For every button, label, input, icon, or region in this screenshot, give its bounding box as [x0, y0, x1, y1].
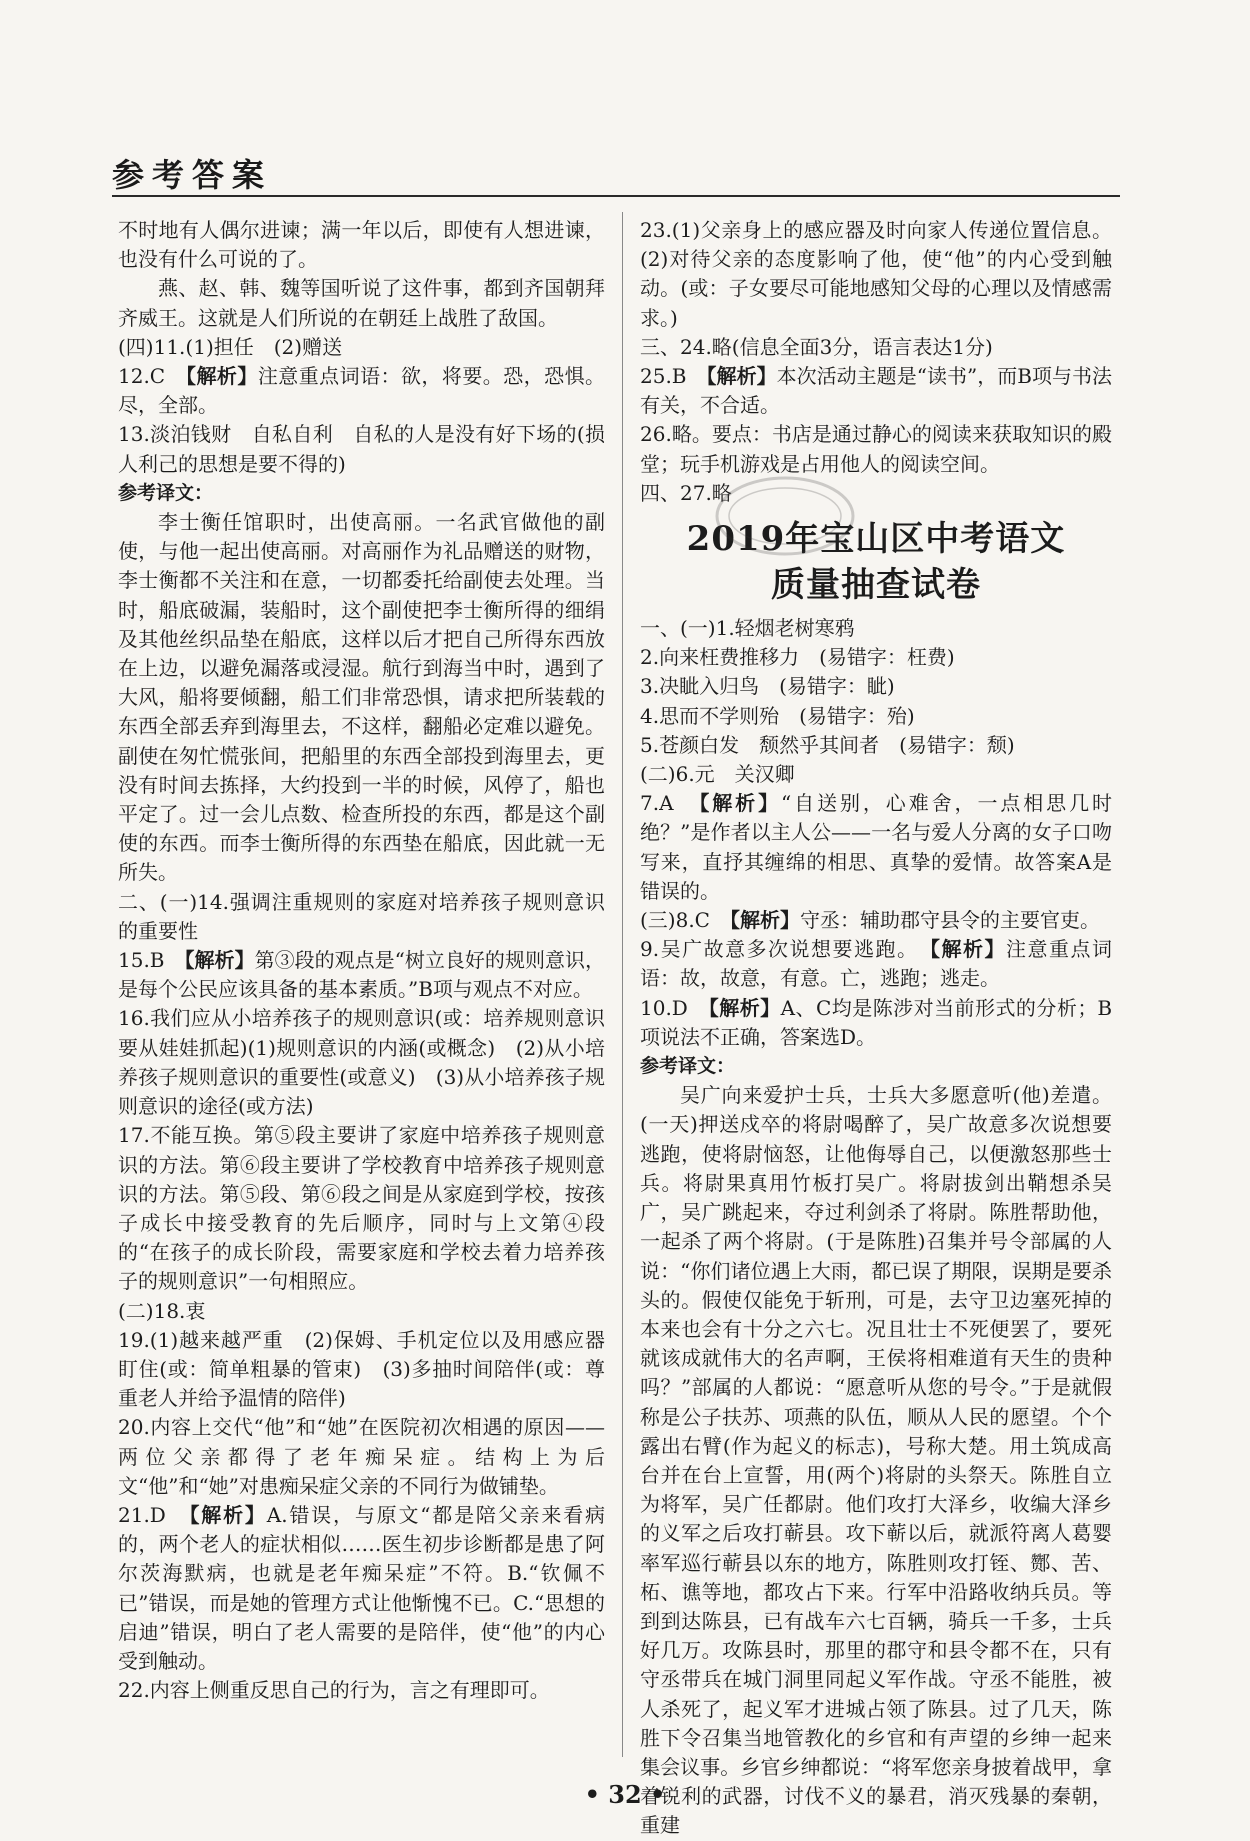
answer-item: 19.(1)越来越严重 (2)保姆、手机定位以及用感应器盯住(或：简单粗暴的管束) (3)多抽时间陪伴(或：尊重老人并给予温情的陪伴): [118, 1327, 605, 1411]
analysis-tag: 【解析】: [730, 908, 800, 933]
answer-body: A.错误，与原文“都是陪父亲来看病的，两个老人的症状相似……医生初步诊断都是患了阿尔茨海默病，也就是老年痴呆症”不符。B.“钦佩不已”错误，而是她的管理方式让他惭愧不已。C.“思想的启迪”错误，明白了老人需要的是陪伴，使“他”的内心受到触动。: [118, 1502, 606, 1673]
answer-item: (二)18.衷: [118, 1298, 206, 1323]
header-rule: [112, 195, 1120, 197]
answer-body: 第③段的观点是“树立良好的规则意识，是每个公民应该具备的基本素质。”B项与观点不对应。: [118, 948, 605, 1002]
answer-number: 21.D: [118, 1502, 190, 1527]
answer-body: 本次活动主题是“读书”，而B项与书法有关，不合适。: [640, 364, 1112, 418]
answer-item: [640, 994, 1112, 1052]
answer-item: 16.我们应从小培养孩子的规则意识(或：培养规则意识要从娃娃抓起)(1)规则意识的内涵(或概念) (2)从小培养孩子规则意识的重要性(或意义) (3)从小培养孩子规则意识的途径(或方法): [118, 1006, 605, 1119]
answer-item: [640, 789, 1112, 906]
analysis-tag: 【解析】: [184, 948, 255, 973]
answer-item: 5.苍颜白发 颓然乎其间者 (易错字：颓): [640, 732, 1015, 757]
answer-item: [118, 362, 605, 420]
left-column: [118, 216, 605, 1705]
answer-item: [118, 1501, 605, 1676]
answer-body: 注意重点词语：故，故意，有意。亡，逃跑；逃走。: [640, 937, 1112, 991]
answer-item: 二、(一)14.强调注重规则的家庭对培养孩子规则意识的重要性: [118, 889, 605, 943]
exam-title-line-1: 2019年宝山区中考语文: [686, 519, 1066, 560]
reference-translation-label: 参考译文：: [640, 1055, 736, 1078]
answer-item: 4.思而不学则殆 (易错字：殆): [640, 703, 915, 728]
answer-item: 20.内容上交代“他”和“她”在医院初次相遇的原因——两位父亲都得了老年痴呆症。结构上为后文“他”和“她”对患痴呆症父亲的不同行为做铺垫。: [118, 1415, 605, 1498]
analysis-tag: 【解析】: [189, 1502, 267, 1527]
reference-translation-label: 参考译文：: [118, 481, 214, 504]
exam-title-line-2: 质量抽查试卷: [771, 565, 981, 606]
answer-item: [640, 935, 1112, 993]
answer-item: 一、(一)1.轻烟老树寒鸦: [640, 616, 855, 641]
translation-text: 吴广向来爱护士兵，士兵大多愿意听(他)差遣。(一天)押送戍卒的将尉喝醉了，吴广故意多次说想要逃跑，使将尉恼怒，让他侮辱自己，以便激怒那些士兵。将尉果真用竹板打吴广。将尉拔剑出鞘想杀吴广，吴广跳起来，夺过利剑杀了将尉。陈胜帮助他，一起杀了两个将尉。(于是陈胜)召集并号令部属的人说：“你们诸位遇上大雨，都已误了期限，误期是要杀头的。假使仅能免于斩刑，可是，去守卫边塞死掉的本来也会有十分之六七。况且壮士不死便罢了，要死就该成就伟大的名声啊，王侯将相难道有天生的贵种吗？”部属的人都说：“愿意听从您的号令。”于是就假称是公子扶苏、项燕的队伍，顺从人民的愿望。个个露出右臂(作为起义的标志)，号称大楚。用土筑成高台并在台上宣誓，用(两个)将尉的头祭天。陈胜自立为将军，吴广任都尉。他们攻打大泽乡，收编大泽乡的义军之后攻打蕲县。攻下蕲以后，就派符离人葛婴率军巡行蕲县以东的地方，陈胜则攻打铚、酂、苦、柘、谯等地，都攻占下来。行军中沿路收纳兵员。等到到达陈县，已有战车六七百辆，骑兵一千多，士兵好几万。攻陈县时，那里的郡守和县令都不在，只有守丞带兵在城门洞里同起义军作战。守丞不能胜，被人杀死了，起义军才进城占领了陈县。过了几天，陈胜下令召集当地管教化的乡官和有声望的乡绅一起来集会议事。乡官乡绅都说：“将军您亲身披着战甲，拿着锐利的武器，讨伐不义的暴君，消灭残暴的秦朝，重建: [640, 1083, 1112, 1838]
analysis-tag: 【解析】: [708, 995, 781, 1020]
answer-body: 注意重点词语：欲，将要。恐，恐惧。尽，全部。: [118, 364, 606, 418]
answer-number: 9.吴广故意多次说想要逃跑。: [640, 937, 931, 962]
right-column: [640, 216, 1112, 1841]
answer-item: (二)6.元 关汉卿: [640, 762, 795, 787]
answer-item: 四、27.略: [640, 480, 732, 505]
column-divider: [622, 212, 623, 1757]
answer-body: “自送别，心难舍，一点相思几时绝？”是作者以主人公——一名与爱人分离的女子口吻写来，直抒其缠绵的相思、真挚的爱情。故答案A是错误的。: [640, 791, 1113, 903]
answer-text: 不时地有人偶尔进谏；满一年以后，即使有人想进谏，也没有什么可说的了。: [118, 218, 605, 272]
watermark-stamp-icon: [710, 470, 860, 562]
answer-item: 2.向来枉费推移力 (易错字：枉费): [640, 645, 955, 670]
answer-item: 3.决眦入归鸟 (易错字：眦): [640, 674, 895, 699]
answer-body: A、C均是陈涉对当前形式的分析；B项说法不正确，答案选D。: [640, 995, 1113, 1049]
page-header-title: 参考答案: [112, 156, 273, 194]
answer-item: (四)11.(1)担任 (2)赠送: [118, 334, 343, 359]
answer-item: 22.内容上侧重反思自己的行为，言之有理即可。: [118, 1678, 550, 1703]
translation-text: 李士衡任馆职时，出使高丽。一名武官做他的副使，与他一起出使高丽。对高丽作为礼品赠送的财物，李士衡都不关注和在意，一切都委托给副使去处理。当时，船底破漏，装船时，这个副使把李士衡所得的细绢及其他丝织品垫在船底，这样以后才把自己所得东西放在上边，以避免漏落或浸湿。航行到海当中时，遇到了大风，船将要倾翻，船工们非常恐惧，请求把所装载的东西全部丢弃到海里去，不这样，翻船必定难以避免。副使在匆忙慌张间，把船里的东西全部投到海里去，更没有时间去拣择，大约投到一半的时候，风停了，船也平定了。过一会儿点数、检查所投的东西，都是这个副使的东西。而李士衡所得的东西垫在船底，因此就一无所失。: [118, 510, 605, 885]
answer-item: 26.略。要点：书店是通过静心的阅读来获取知识的殿堂；玩手机游戏是占用他人的阅读空间。: [640, 422, 1112, 476]
answer-number: 15.B: [118, 948, 185, 973]
answer-number: 10.D: [640, 995, 709, 1020]
answer-item: 13.淡泊钱财 自私自利 自私的人是没有好下场的(损人利己的思想是要不得的): [118, 422, 605, 476]
answer-item: [118, 946, 605, 1004]
answer-number: 12.C: [118, 364, 187, 389]
answer-item: 17.不能互换。第⑤段主要讲了家庭中培养孩子规则意识的方法。第⑥段主要讲了学校教育中培养孩子规则意识的方法。第⑤段、第⑥段之间是从家庭到学校，按孩子成长中接受教育的先后顺序，同时与上文第④段的“在孩子的成长阶段，需要家庭和学校去着力培养孩子的规则意识”一句相照应。: [118, 1123, 605, 1294]
answer-body: 守丞：辅助郡守县令的主要官吏。: [800, 908, 1100, 933]
answer-item: [640, 906, 1112, 935]
analysis-tag: 【解析】: [699, 791, 782, 816]
answer-text: 燕、赵、韩、魏等国听说了这件事，都到齐国朝拜齐威王。这就是人们所说的在朝廷上战胜了敌国。: [118, 276, 605, 330]
analysis-tag: 【解析】: [186, 364, 258, 389]
answer-number: 7.A: [640, 791, 700, 816]
analysis-tag: 【解析】: [930, 937, 1007, 962]
answer-item: 23.(1)父亲身上的感应器及时向家人传递位置信息。(2)对待父亲的态度影响了他，使“他”的内心受到触动。(或：子女要尽可能地感知父母的心理以及情感需求。): [640, 218, 1112, 330]
page-number: • 32 •: [584, 1780, 666, 1809]
answer-item: [640, 362, 1112, 420]
answer-number: 25.B: [640, 364, 707, 389]
answer-number: (三)8.C: [640, 908, 730, 933]
answer-item: 三、24.略(信息全面3分，语言表达1分): [640, 334, 993, 359]
analysis-tag: 【解析】: [706, 364, 777, 389]
